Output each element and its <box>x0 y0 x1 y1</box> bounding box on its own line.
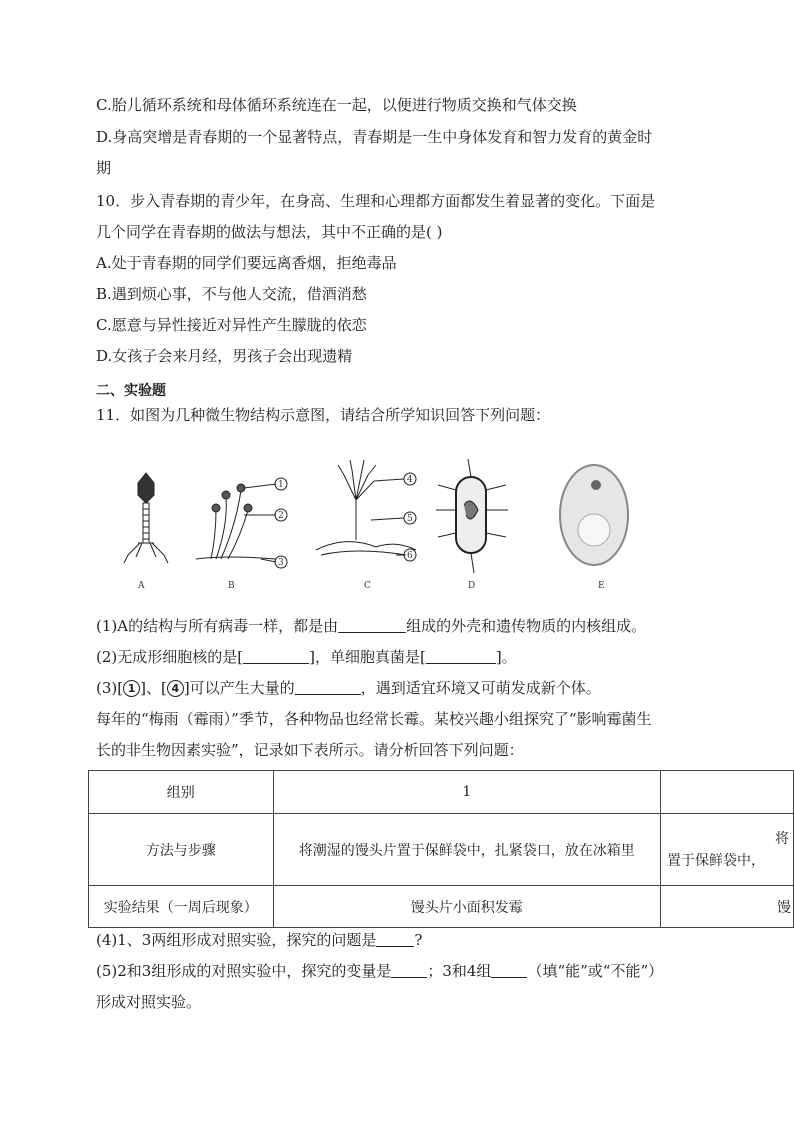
sub-question-5: (5)2和3组形成的对照实验中，探究的变量是 ；3和4组 （填“能”或“不能”） <box>96 962 664 980</box>
intro-line-2: 长的非生物因素实验”，记录如下表所示。请分析回答下列问题： <box>96 741 524 759</box>
table-cell: 馒头片小面积发霉 <box>273 886 660 928</box>
marker-5: 5 <box>407 514 413 524</box>
intro-line-1: 每年的“梅雨（霉雨）”季节，各种物品也经常长霉。某校兴趣小组探究了“影响霉菌生 <box>96 710 652 728</box>
section-heading: 二、实验题 <box>96 383 166 399</box>
mould-c-drawing <box>316 460 416 561</box>
option-10-c: C.愿意与异性接近对异性产生朦胧的依恋 <box>96 316 367 334</box>
option-10-a: A.处于青春期的同学们要远离香烟，拒绝毒品 <box>96 254 397 272</box>
marker-1: 1 <box>278 480 284 490</box>
circled-number: 4 <box>167 680 184 697</box>
option-10-b: B.遇到烦心事，不与他人交流，借酒消愁 <box>96 285 367 303</box>
table-cell: 实验结果（一周后现象） <box>89 886 274 928</box>
question-10-line2: 几个同学在青春期的做法与想法，其中不正确的是( ) <box>96 223 443 241</box>
table-row <box>89 814 794 886</box>
label-e: E <box>598 581 605 591</box>
cell-text-2: 置于保鲜袋中， <box>666 852 765 869</box>
experiment-table <box>88 770 794 928</box>
option-10-d: D.女孩子会来月经，男孩子会出现遗精 <box>96 347 353 365</box>
table-row <box>89 886 794 928</box>
answer-blank[interactable] <box>391 963 427 978</box>
mould-b-drawing <box>196 478 287 568</box>
line-c9: C.胎儿循环系统和母体循环系统连在一起，以便进行物质交换和气体交换 <box>96 96 577 114</box>
label-a: A <box>138 581 145 591</box>
marker-2: 2 <box>278 511 284 521</box>
table-cell: 组别 <box>89 771 274 814</box>
line-d9b: 期 <box>96 159 112 177</box>
marker-4: 4 <box>407 475 413 485</box>
label-c: C <box>364 581 371 591</box>
answer-blank[interactable] <box>376 932 414 947</box>
marker-6: 6 <box>407 551 413 561</box>
answer-blank[interactable] <box>426 649 496 664</box>
table-cell: 方法与步骤 <box>89 814 274 886</box>
question-10-line1: 10．步入青春期的青少年，在身高、生理和心理都方面都发生着显著的变化。下面是 <box>96 192 656 210</box>
bacteriophage-drawing <box>124 473 168 563</box>
line-d9a: D.身高突增是青春期的一个显著特点，青春期是一生中身体发育和智力发育的黄金时 <box>96 128 653 146</box>
table-cell <box>660 771 793 814</box>
table-cell: 将潮湿的馒头片置于保鲜袋中，扎紧袋口，放在冰箱里 <box>273 814 660 886</box>
bacterium-drawing <box>436 459 508 573</box>
label-b: B <box>228 581 235 591</box>
answer-blank[interactable] <box>491 963 527 978</box>
answer-blank[interactable] <box>243 649 309 664</box>
answer-blank[interactable] <box>338 618 406 633</box>
question-11: 11．如图为几种微生物结构示意图，请结合所学知识回答下列问题： <box>96 406 551 424</box>
sub-question-3: (3)[ 1 ]、[ 4 ]可以产生大量的 ，遇到适宜环境又可萌发成新个体。 <box>96 679 601 697</box>
microorganism-figure <box>116 455 636 595</box>
sub-question-5-tail: 形成对照实验。 <box>96 993 202 1011</box>
label-d: D <box>468 581 476 591</box>
circled-number: 1 <box>123 680 140 697</box>
marker-3: 3 <box>278 558 284 568</box>
table-cell: 馒 <box>660 886 793 928</box>
sub-question-2: (2)无成形细胞核的是[ ]，单细胞真菌是[ ]。 <box>96 648 517 666</box>
table-cell <box>660 814 793 886</box>
yeast-drawing <box>560 465 628 565</box>
table-cell: 1 <box>273 771 660 814</box>
sub-question-4: (4)1、3两组形成对照实验，探究的问题是 ? <box>96 931 423 949</box>
sub-question-1: (1)A的结构与所有病毒一样，都是由 组成的外壳和遗传物质的内核组成。 <box>96 617 647 635</box>
table-row <box>89 771 794 814</box>
cell-text-1: 将 <box>775 830 789 847</box>
answer-blank[interactable] <box>295 680 361 695</box>
experiment-table-region <box>0 760 794 930</box>
